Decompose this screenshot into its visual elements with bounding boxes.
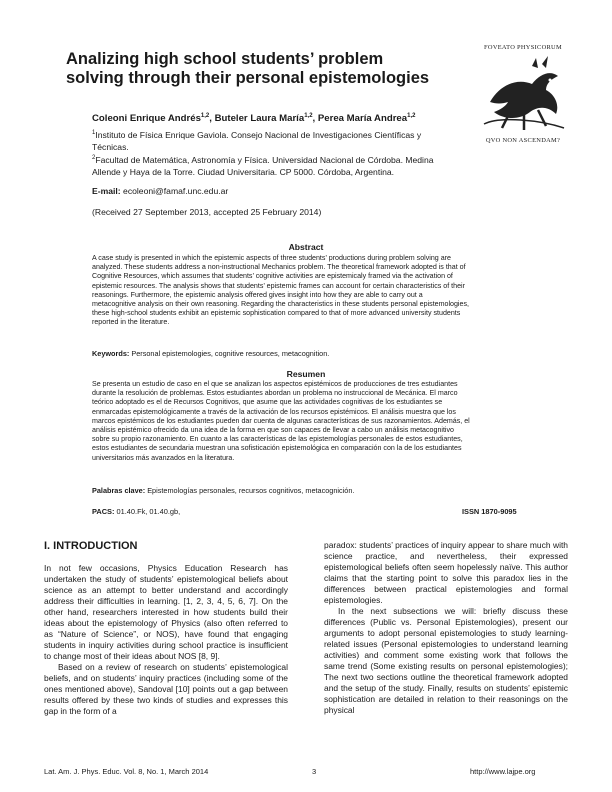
author-name: Coleoni Enrique Andrés (92, 113, 201, 125)
paper-title: Analizing high school students’ problem solving through their personal epistemologies (66, 50, 430, 87)
author-affiliation-mark: 1,2 (200, 113, 210, 119)
resumen-text: Se presenta un estudio de caso en el que se analizan los aspectos epistémicos de producciones de tres estudiantes durante la resolución de problemas. Estos estudiantes abordan un problema no instruccional de Mecánica. El marco teórico adoptado es el de Recursos Cognitivos, que asume que las actividades cognitivas de los estudiantes se enmarcadas epistemológicamente a través de la activación de los recursos epistémicos. El análisis muestra que los marcos epistémicos de los estudiantes pueden dar cuenta de algunas características de sus razonamientos. Además, el análisis epistémico ofrecido da una idea de la forma en que son capaces de llevar a cabo un análisis metacognitivo sobre su propio razonamiento. En cuanto a las características de las epistemologías personales de estos estudiantes, estos estudiantes de secundaria muestran una sofisticación epistemológica en comparación con la de los estudiantes universitarios más avanzados en la literatura. (92, 380, 470, 462)
right-column (324, 540, 568, 716)
paragraph: paradox: students’ practices of inquiry appear to share much with science practice, and nevertheless, their expressed epistemological beliefs often seem hopelessly naïve. This author claims that the starting point to solve this paradox lies in the differences between practical epistemologies and formal epistemologies. (324, 540, 568, 605)
paragraph: In the next subsections we will: briefly discuss these differences (Public vs. Personal Epistemologies), present our arguments to adopt personal epistemologies to study learning-related issues (Personal epistemologies to understand learning activities) and comment some existing work that follows the same trend (Some existing results on personal epistemologies); The next two sections outline the theoretical framework adopted and the setup of the study. Finally, results on students’ epistemic sophistication are detailed in relation to their reasonings on the physical (324, 606, 568, 715)
received-dates: (Received 27 September 2013, accepted 25 February 2014) (92, 207, 322, 217)
logo-top-text: FOVEATO PHYSICORUM (484, 44, 562, 51)
affiliation: $^2$Facultad de Matemática, Astronomía y Física. Universidad Nacional de Córdoba. Medina Allende y Haya de la Torre. Ciudad Universitaria. CP 5000. Córdoba, Argentina. (92, 154, 434, 177)
section-heading-introduction: I. INTRODUCTION (44, 540, 138, 552)
paragraph: In not few occasions, Physics Education Research has undertaken the study of students’ epistemological beliefs about science as an attempt to better understand and accordingly address their difficulties in learning. [1, 2, 3, 4, 5, 6, 7]. On the other hand, researchers interested in how students build their ideas about the epistemology of Physics (also often referred to as “Nature of Science”, or NOS), have found that engaging students in inquiry activities during school practice is insufficient to change most of their ideas about NOS [8, 9]. (44, 563, 288, 661)
author-affiliation-mark: 1,2 (304, 113, 313, 119)
author-list: Coleoni Enrique Andrés$^{1,2}$, Buteler Laura María$^{1,2}$, Perea María Andrea$^{1,2}$ (92, 113, 416, 125)
author-affiliation-mark: 1,2 (407, 113, 416, 119)
resumen-heading: Resumen (286, 369, 326, 379)
keywords: Keywords: Personal epistemologies, cognitive resources, metacognition. (92, 349, 330, 358)
author-name: Buteler Laura María (214, 113, 305, 125)
left-column (44, 563, 288, 717)
issn: ISSN 1870-9095 (462, 507, 517, 516)
footer-page-number: 3 (312, 767, 317, 776)
paragraph: Based on a review of research on students’ epistemological beliefs, and on students’ inquiry practices (including some of the ones mentioned above), Sandoval [10] points out a gap between results offered by these two kinds of studies and expresses this gap in the form of a (44, 662, 288, 716)
author-name: Perea María Andrea (317, 113, 408, 125)
palabras-clave: Palabras clave: Epistemologías personales, recursos cognitivos, metacognición. (92, 486, 355, 495)
email-label: E-mail: (92, 186, 121, 196)
journal-logo (472, 44, 574, 146)
footer-url[interactable]: http://www.lajpe.org (470, 767, 536, 776)
contact-email (92, 186, 228, 196)
footer-journal: Lat. Am. J. Phys. Educ. Vol. 8, No. 1, March 2014 (44, 767, 209, 776)
email-link[interactable]: ecoleoni@famaf.unc.edu.ar (123, 186, 229, 196)
abstract-heading: Abstract (288, 242, 324, 252)
logo-bottom-text: QVO NON ASCENDAM? (485, 137, 561, 144)
fox-emblem-icon (480, 54, 566, 134)
affiliation: $^1$Instituto de Física Enrique Gaviola. Consejo Nacional de Investigaciones Científicas y Técnicas. (92, 129, 422, 152)
abstract-text: A case study is presented in which the epistemic aspects of three students’ productions during problem solving are analyzed. These students address a non-instructional Mechanics problem. The theoretical framework adopted is that of Cognitive Resources, which assumes that students’ cognitive activities are epistemicaly framed via the activation of epistemic resources. The analysis shows that students’ epistemic frames can account for certain characteristics of their reasonings. Furthermore, the epistemic analysis offered gives insight into how they are able to carry out a metacognitive analysis on their own reasoning. Regarding the characteristics in these students personal epistemologies, these high-school students exhibit an epistemic sophistication compared to that of more advanced university students reported in the literature. (92, 254, 469, 327)
pacs-codes: PACS: 01.40.Fk, 01.40.gb, (92, 507, 181, 516)
